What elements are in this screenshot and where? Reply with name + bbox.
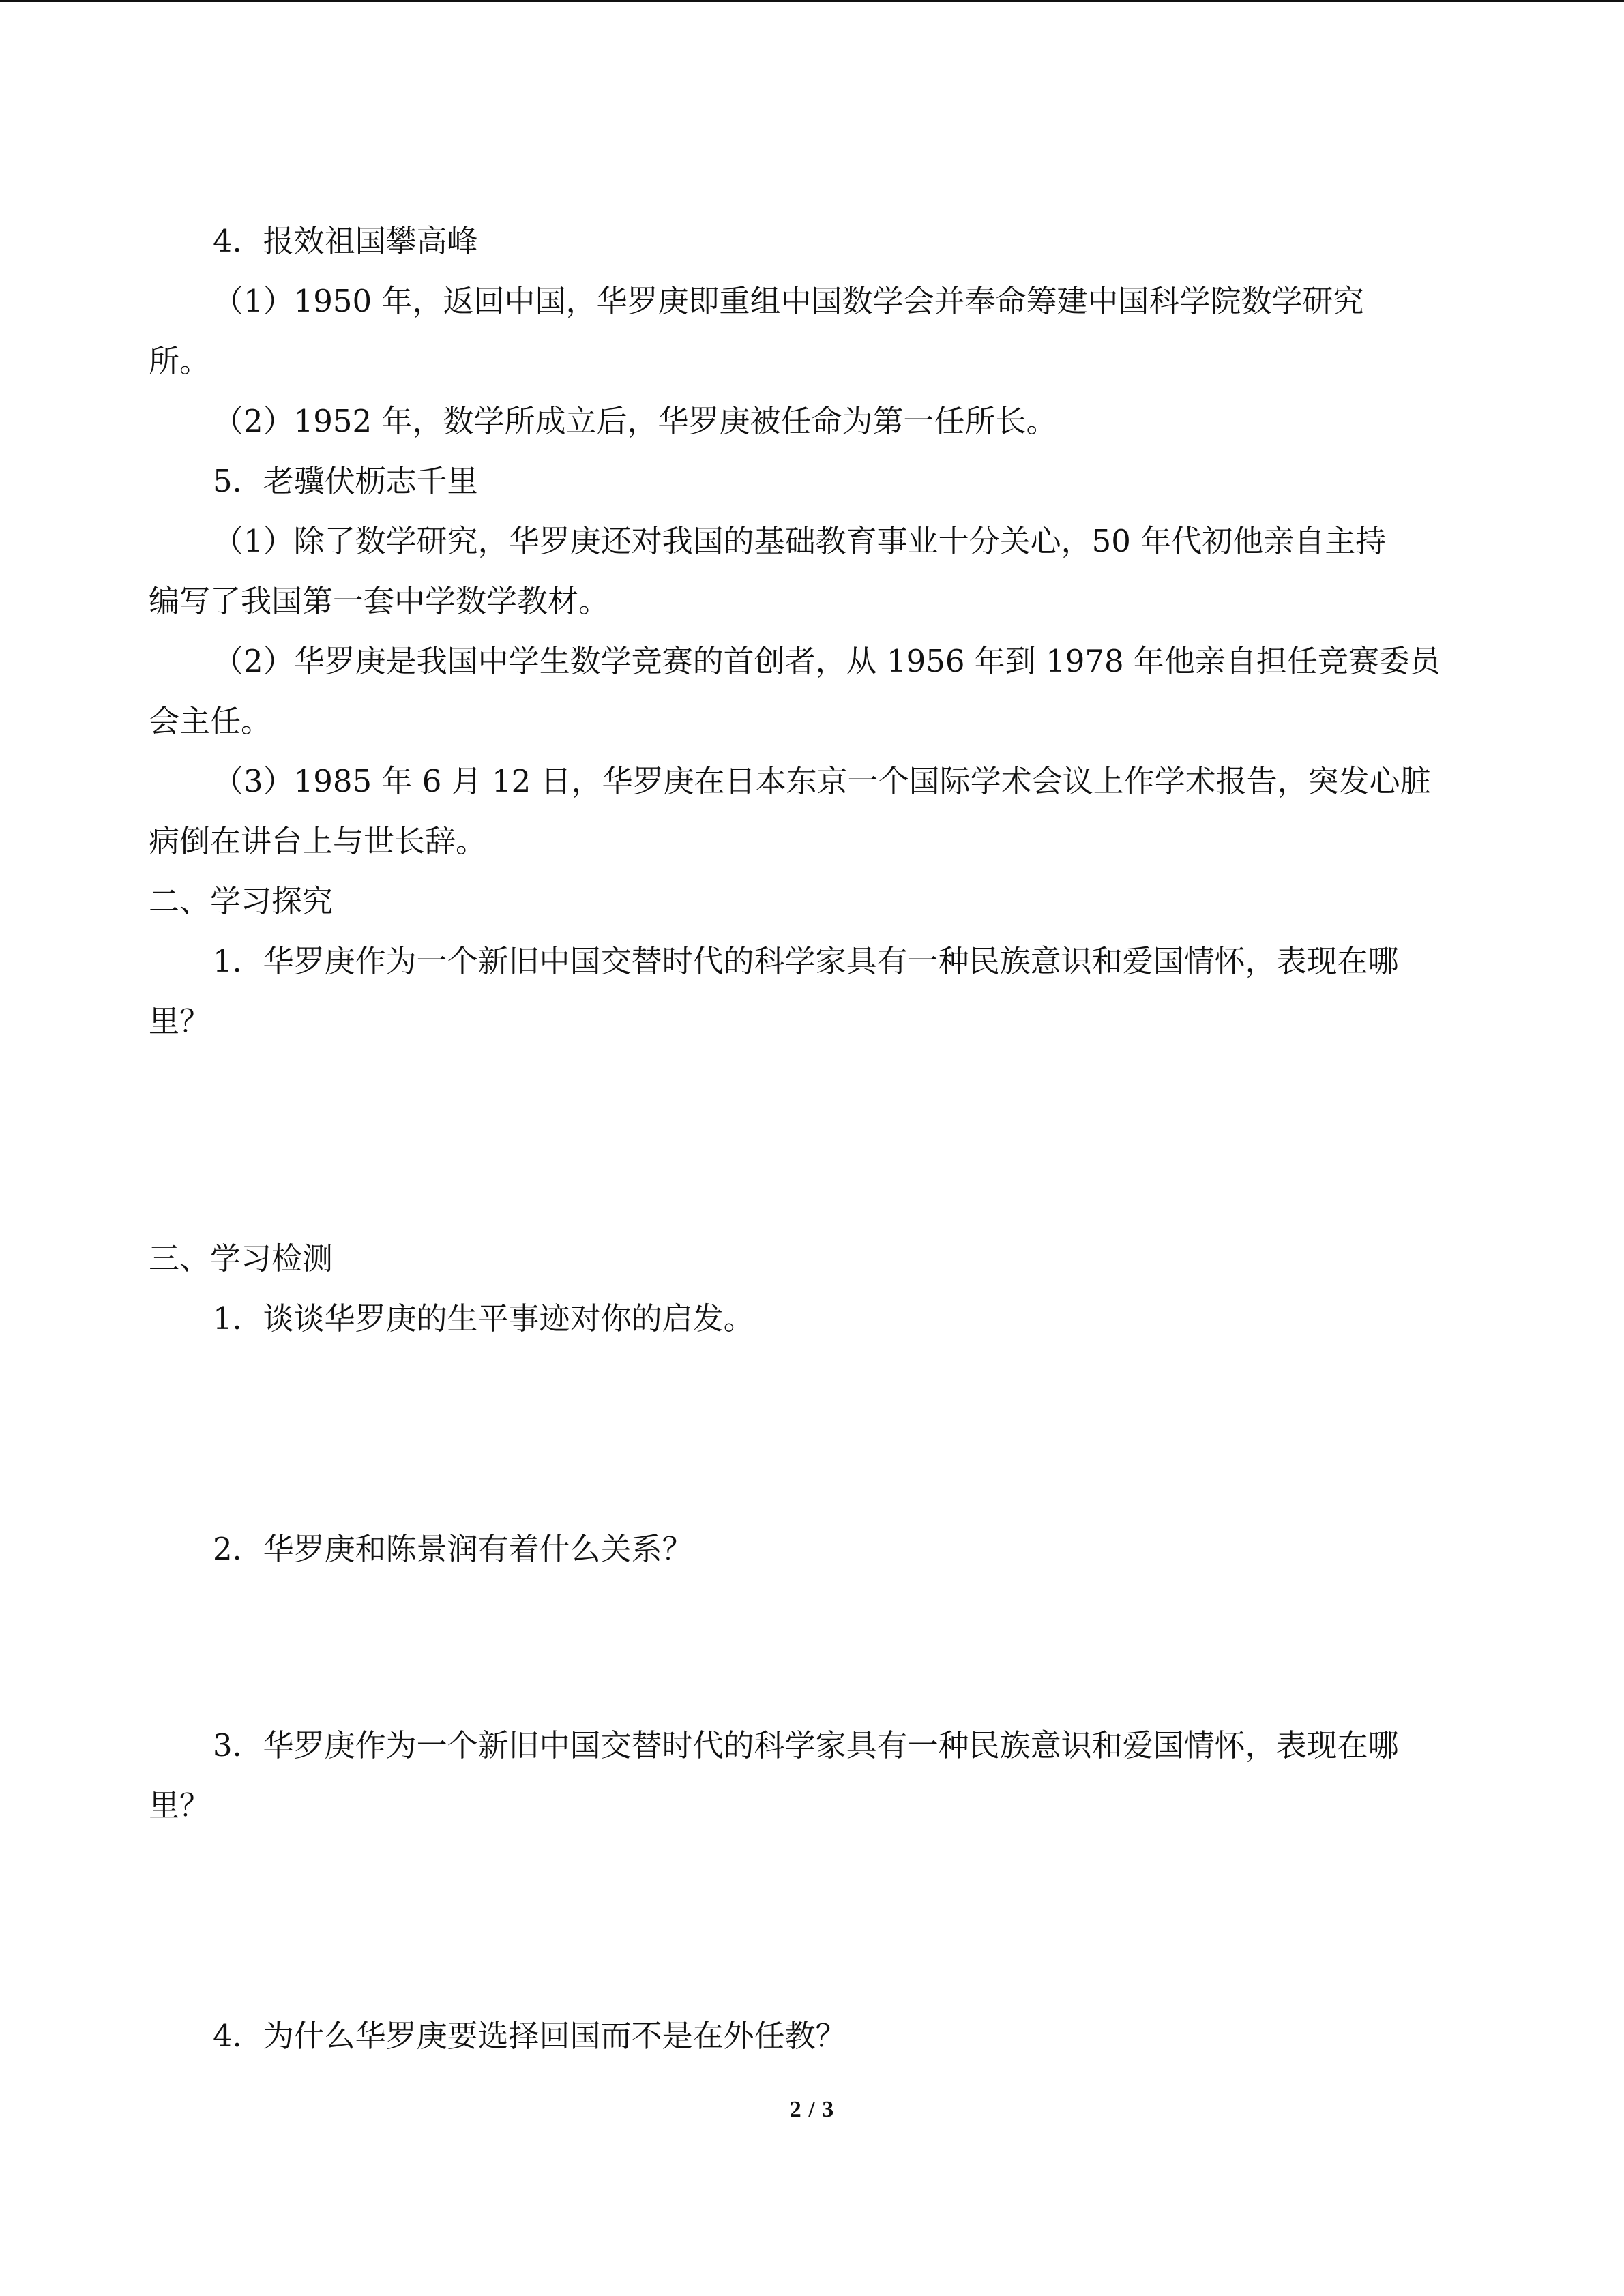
page-number: 2 / 3 [789,2097,835,2122]
item5-paragraph-2 [149,631,1473,751]
answer-space [149,1579,1473,1716]
item5-p2-line1: （2）华罗庚是我国中学生数学竞赛的首创者，从 1956 年到 1978 年他亲自担任竞赛委员 [213,643,1441,679]
item5-p2-line2: 会主任。 [149,703,272,739]
section2-q1-line1: 1．华罗庚作为一个新旧中国交替时代的科学家具有一种民族意识和爱国情怀，表现在哪 [213,943,1399,979]
item5-p1-line1: （1）除了数学研究，华罗庚还对我国的基础教育事业十分关心，50 年代初他亲自主持 [213,523,1387,559]
section3-heading: 三、学习检测 [149,1240,334,1277]
section3-question-1: 1．谈谈华罗庚的生平事迹对你的启发。 [213,1300,754,1337]
item4-paragraph-2: （2）1952 年，数学所成立后，华罗庚被任命为第一任所长。 [213,403,1057,439]
section2-q1-line2: 里？ [149,1003,211,1039]
item5-p3-line2: 病倒在讲台上与世长辞。 [149,823,487,859]
section3-question-2: 2．华罗庚和陈景润有着什么关系？ [213,1531,693,1567]
item5-paragraph-1 [149,511,1473,631]
item5-p3-line1: （3）1985 年 6 月 12 日，华罗庚在日本东京一个国际学术会议上作学术报告，突发心脏 [213,763,1431,799]
section3-question-3 [149,1716,1473,1836]
item5-p1-line2: 编写了我国第一套中学数学教材。 [149,583,610,619]
answer-space [149,1349,1473,1519]
section3-q3-line1: 3．华罗庚作为一个新旧中国交替时代的科学家具有一种民族意识和爱国情怀，表现在哪 [213,1727,1399,1763]
document-page [149,211,1473,2066]
item4-heading: 4．报效祖国攀高峰 [213,223,478,259]
item5-heading: 5．老骥伏枥志千里 [213,463,478,499]
answer-space [149,1052,1473,1229]
top-border-line [0,0,1624,2]
section2-question-1 [149,931,1473,1052]
item5-paragraph-3 [149,751,1473,871]
section3-q3-line2: 里？ [149,1787,211,1823]
item4-p1-line2: 所。 [149,343,211,379]
section2-heading: 二、学习探究 [149,883,334,919]
item4-p1-line1: （1）1950 年，返回中国，华罗庚即重组中国数学会并奉命筹建中国科学院数学研究 [213,283,1364,319]
item4-paragraph-1 [149,271,1473,391]
section3-question-4: 4．为什么华罗庚要选择回国而不是在外任教？ [213,2018,846,2054]
answer-space [149,1836,1473,2006]
